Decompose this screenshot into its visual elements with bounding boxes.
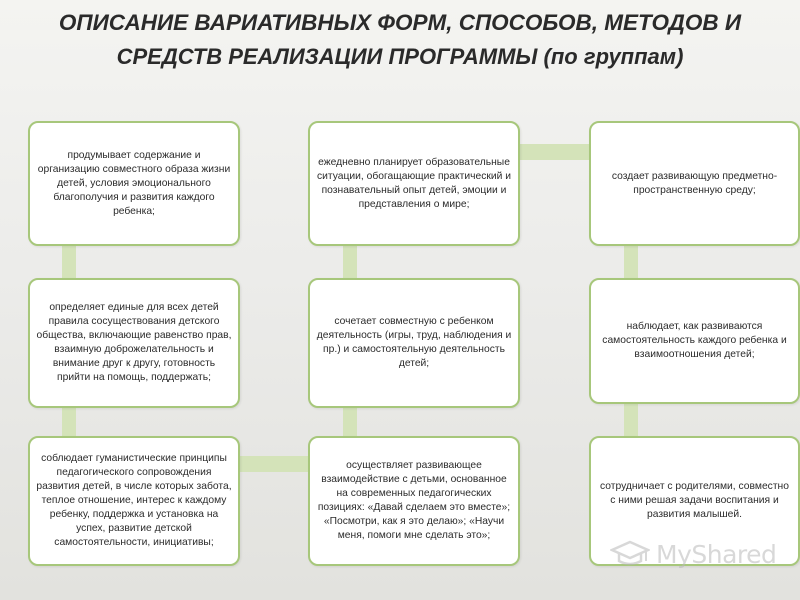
box-col3-row1-text: создает развивающую предметно-пространственную среду; <box>611 170 778 196</box>
box-col1-row1-text: продумывает содержание и организацию совместного образа жизни детей, условия эмоционального благополучия и развития каждого ребенка; <box>37 149 231 217</box>
watermark-text: MyShared <box>656 539 777 569</box>
connector-col3-r1-r2 <box>624 244 638 280</box>
box-col2-row2 <box>308 278 520 408</box>
connector-r1-col2-col3 <box>518 144 592 160</box>
box-col3-row1 <box>589 121 800 246</box>
connector-col1-r2-r3 <box>62 406 76 438</box>
box-col2-row2-text: сочетает совместную с ребенком деятельность (игры, труд, наблюдения и пр.) и самостоятельную деятельность детей; <box>316 316 512 369</box>
box-col3-row2-text: наблюдает, как развиваются самостоятельность каждого ребенка и взаимоотношения детей; <box>602 321 787 360</box>
connector-col2-r2-r1 <box>343 244 357 280</box>
watermark <box>610 536 780 572</box>
box-col2-row3 <box>308 436 520 566</box>
box-col1-row1 <box>28 121 240 246</box>
connector-r3-col1-col2 <box>238 456 312 472</box>
slide-title <box>40 6 760 74</box>
box-col1-row3 <box>28 436 240 566</box>
slide-title-line-2: СРЕДСТВ РЕАЛИЗАЦИИ ПРОГРАММЫ (по группам) <box>116 44 684 69</box>
box-col1-row2 <box>28 278 240 408</box>
box-col3-row2 <box>589 278 800 404</box>
connector-col2-r3-r2 <box>343 406 357 438</box>
box-col1-row2-text: определяет единые для всех детей правила сосуществования детского общества, включающие равенство прав, взаимную доброжелательность и внимание друг к другу, готовность прийти на помощь, поддержать; <box>36 302 232 383</box>
connector-col3-r2-r3 <box>624 402 638 438</box>
connector-col1-r1-r2 <box>62 244 76 280</box>
box-col3-row3-text: сотрудничает с родителями, совместно с ними решая задачи воспитания и развития малышей. <box>600 481 789 520</box>
box-col2-row3-text: осуществляет развивающее взаимодействие с детьми, основанное на современных педагогических позициях: «Давай сделаем это вместе»; «Посмотри, как я это делаю»; «Научи меня, помоги мне сделать это»; <box>317 460 511 541</box>
box-col1-row3-text: соблюдает гуманистические принципы педагогического сопровождения развития детей, в числе которых забота, теплое отношение, интерес к каждому ребенку, поддержка и установка на успех, развитие детской самостоятельности, инициативы; <box>36 453 232 548</box>
box-col2-row1-text: ежедневно планирует образовательные ситуации, обогащающие практический и познавательный опыт детей, эмоции и представления о мире; <box>317 156 511 210</box>
box-col2-row1 <box>308 121 520 246</box>
slide-title-line-1: ОПИСАНИЕ ВАРИАТИВНЫХ ФОРМ, СПОСОБОВ, МЕТОДОВ И <box>58 10 742 35</box>
graduation-cap-icon <box>610 539 650 569</box>
